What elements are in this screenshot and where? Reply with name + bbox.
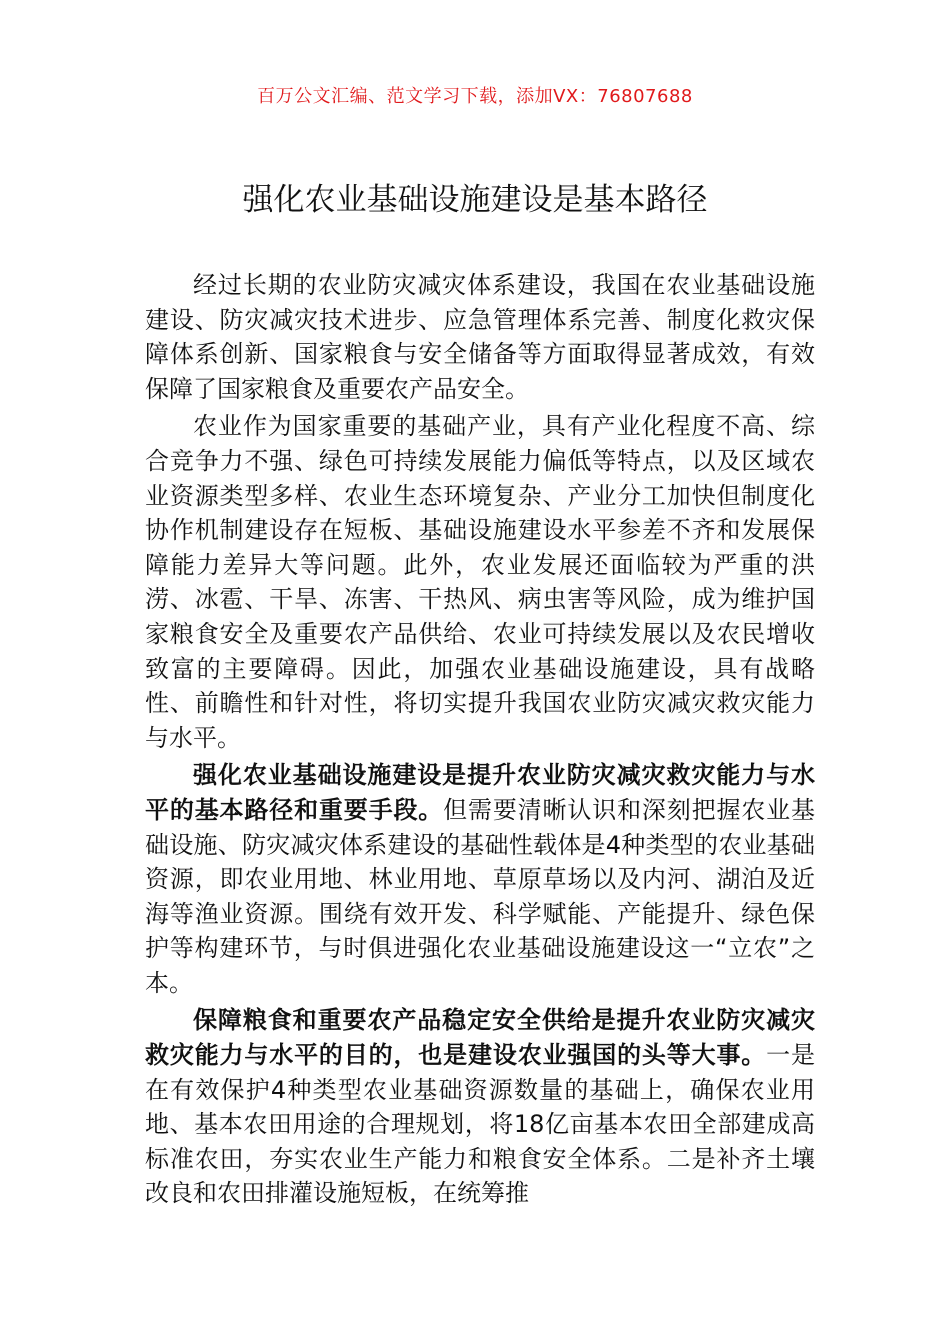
paragraph-text: 一是在有效保护4种类型农业基础资源数量的基础上，确保农业用地、基本农田用途的合理规划，将18亿亩基本农田全部建成高标准农田，夯实农业生产能力和粮食安全体系。二是补齐土壤改良和农田排灌设施短板，在统筹推 — [145, 1041, 816, 1208]
document-body — [145, 268, 815, 1211]
header-watermark-note: 百万公文汇编、范文学习下载，添加VX：76807688 — [257, 86, 693, 107]
paragraph-1 — [145, 268, 815, 406]
paragraph-text: 但需要清晰认识和深刻把握农业基础设施、防灾减灾体系建设的基础性载体是4种类型的农业基础资源，即农业用地、林业用地、草原草场以及内河、湖泊及近海等渔业资源。围绕有效开发、科学赋能、产能提升、绿色保护等构建环节，与时俱进强化农业基础设施建设这一“立农”之本。 — [145, 795, 816, 997]
paragraph-text: 农业作为国家重要的基础产业，具有产业化程度不高、综合竞争力不强、绿色可持续发展能力偏低等特点，以及区域农业资源类型多样、农业生态环境复杂、产业分工加快但制度化协作机制建设存在短板、基础设施建设水平参差不齐和发展保障能力差异大等问题。此外，农业发展还面临较为严重的洪涝、冰雹、干旱、冻害、干热风、病虫害等风险，成为维护国家粮食安全及重要农产品供给、农业可持续发展以及农民增收致富的主要障碍。因此，加强农业基础设施建设，具有战略性、前瞻性和针对性，将切实提升我国农业防灾减灾救灾能力与水平。 — [145, 412, 815, 752]
paragraph-3 — [145, 758, 815, 1000]
paragraph-4 — [145, 1003, 815, 1211]
paragraph-lead: 保障粮食和重要农产品稳定安全供给是提升农业防灾减灾救灾能力与水平的目的，也是建设农业强国的头等大事。 — [145, 1006, 815, 1070]
paragraph-text: 经过长期的农业防灾减灾体系建设，我国在农业基础设施建设、防灾减灾技术进步、应急管理体系完善、制度化救灾保障体系创新、国家粮食与安全储备等方面取得显著成效，有效保障了国家粮食及重要农产品安全。 — [145, 271, 815, 403]
paragraph-2 — [145, 409, 815, 755]
document-title: 强化农业基础设施建设是基本路径 — [242, 182, 708, 218]
paragraph-lead: 强化农业基础设施建设是提升农业防灾减灾救灾能力与水平的基本路径和重要手段。 — [145, 761, 815, 824]
